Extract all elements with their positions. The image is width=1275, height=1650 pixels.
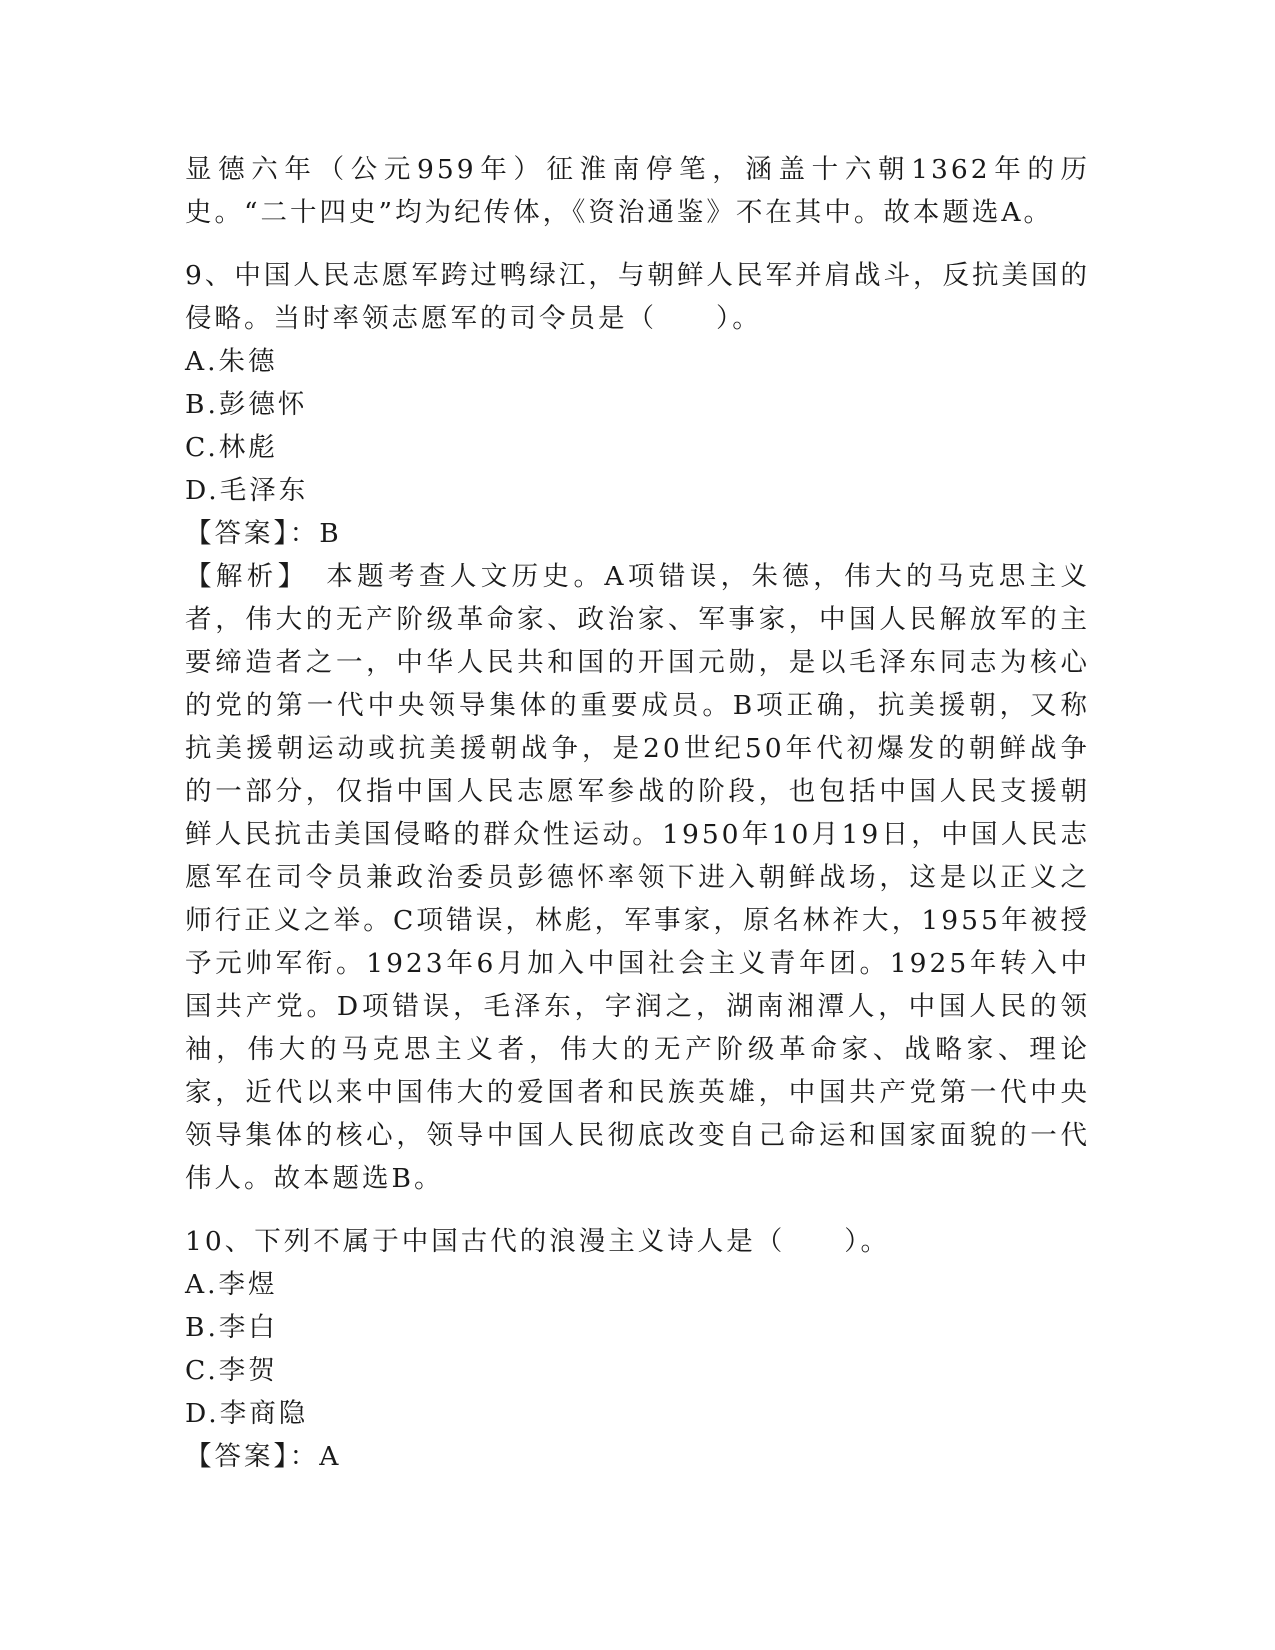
answer-label: 【答案】：: [185, 518, 320, 549]
answer-value: B: [319, 518, 342, 549]
analysis-paragraph: [185, 555, 1090, 1200]
option-d: D.毛泽东: [185, 475, 309, 506]
option-a: A.朱德: [185, 346, 278, 377]
option-a: A.李煜: [185, 1269, 278, 1300]
spacer: [185, 1200, 1090, 1220]
document-page: [185, 148, 1090, 1478]
question-10: [185, 1220, 1090, 1478]
answer-line: [185, 512, 1090, 555]
analysis-label: 【解析】: [185, 561, 296, 592]
option-c: C.林彪: [185, 432, 278, 463]
answer-line: [185, 1435, 1090, 1478]
intro-paragraph: 显德六年（公元959年）征淮南停笔，涵盖十六朝1362年的历史。“二十四史”均为纪传体，《资治通鉴》不在其中。故本题选A。: [185, 154, 1090, 228]
answer-value: A: [319, 1441, 342, 1472]
option-d: D.李商隐: [185, 1398, 309, 1429]
analysis-text: 本题考查人文历史。A项错误，朱德，伟大的马克思主义者，伟大的无产阶级革命家、政治家、军事家，中国人民解放军的主要缔造者之一，中华人民共和国的开国元勋，是以毛泽东同志为核心的党的第一代中央领导集体的重要成员。B项正确，抗美援朝，又称抗美援朝运动或抗美援朝战争，是20世纪50年代初爆发的朝鲜战争的一部分，仅指中国人民志愿军参战的阶段，也包括中国人民支援朝鲜人民抗击美国侵略的群众性运动。1950年10月19日，中国人民志愿军在司令员兼政治委员彭德怀率领下进入朝鲜战场，这是以正义之师行正义之举。C项错误，林彪，军事家，原名林祚大，1955年被授予元帅军衔。1923年6月加入中国社会主义青年团。1925年转入中国共产党。D项错误，毛泽东，字润之，湖南湘潭人，中国人民的领袖，伟大的马克思主义者，伟大的无产阶级革命家、战略家、理论家，近代以来中国伟大的爱国者和民族英雄，中国共产党第一代中央领导集体的核心，领导中国人民彻底改变自己命运和国家面貌的一代伟人。故本题选B。: [185, 561, 1091, 1194]
question-9: [185, 254, 1090, 1200]
question-stem: 10、下列不属于中国古代的浪漫主义诗人是（ ）。: [185, 1226, 890, 1257]
question-stem: 9、中国人民志愿军跨过鸭绿江，与朝鲜人民军并肩战斗，反抗美国的侵略。当时率领志愿军的司令员是（ ）。: [185, 260, 1090, 334]
option-c: C.李贺: [185, 1355, 278, 1386]
option-b: B.李白: [185, 1312, 278, 1343]
option-b: B.彭德怀: [185, 389, 308, 420]
answer-label: 【答案】：: [185, 1441, 320, 1472]
spacer: [185, 234, 1090, 254]
